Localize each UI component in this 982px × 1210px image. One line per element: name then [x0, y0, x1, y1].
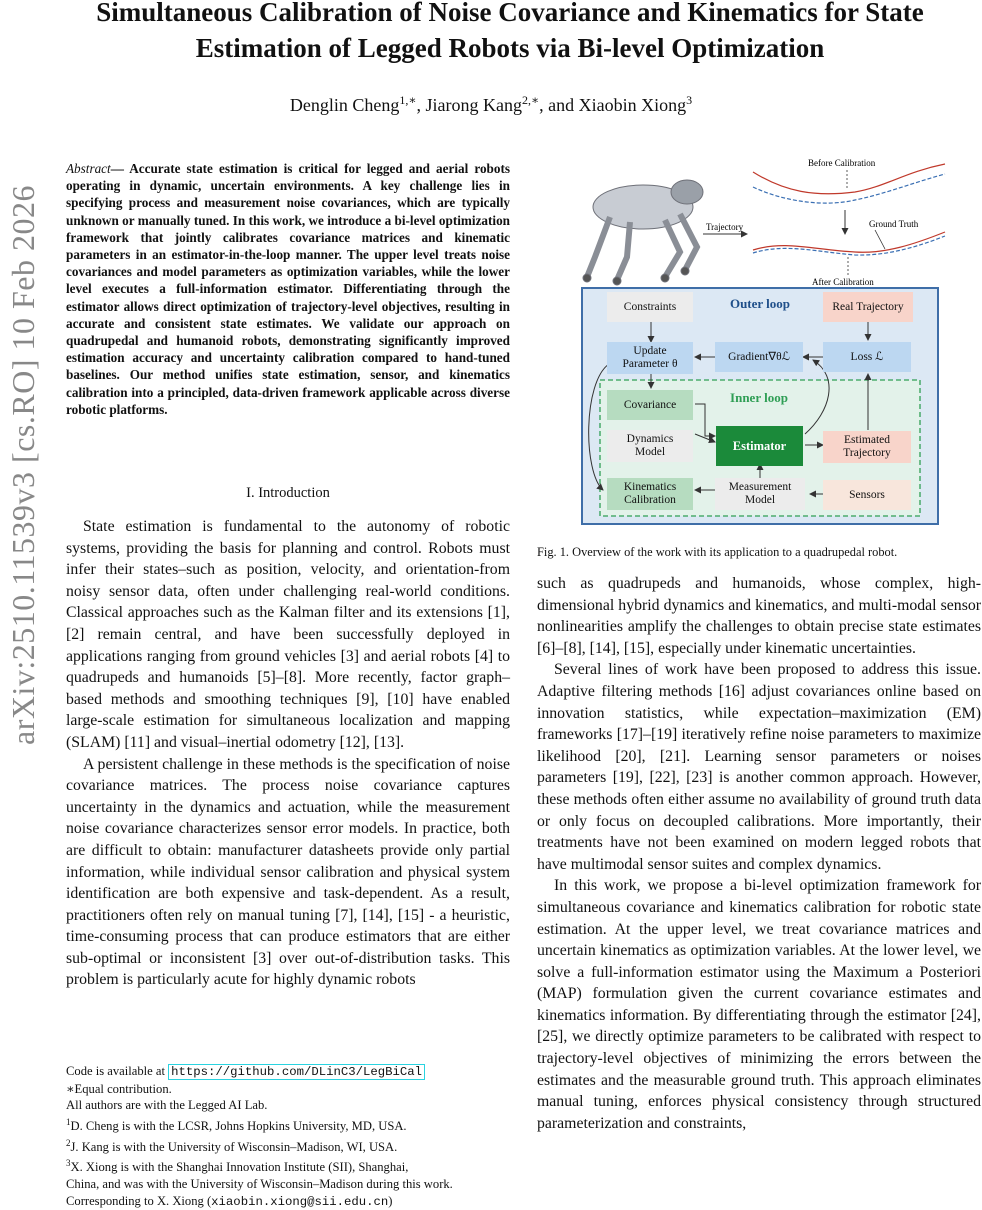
node-sensors: Sensors	[823, 480, 911, 510]
paragraph: A persistent challenge in these methods is the specification of noise covariance matrices. The process noise covariance captures uncertainty in the dynamics and actuation, while the measurement noise covariance characterizes sensor error models. In practice, both are difficult to obtain: manufacturer datasheets provide only partial information, while individual sensor calibration and physical system identification are both expensive and task-dependent. As a result, practitioners often rely on manual tuning [7], [14], [15] - a heuristic, time-consuming process that can produce estimators that are either sub-optimal or inconsistent [3] over out-of-distribution tasks. This problem is particularly acute for highly dynamic robots	[66, 755, 510, 989]
arxiv-watermark: arXiv:2510.11539v3 [cs.RO] 10 Feb 2026	[5, 185, 41, 745]
estimated-label: Estimated	[844, 434, 890, 446]
node-estimator: Estimator	[716, 426, 803, 466]
footnote-aff3-cont: China, and was with the University of Wisconsin–Madison during this work.	[66, 1177, 453, 1192]
figure-caption: Fig. 1. Overview of the work with its application to a quadrupedal robot.	[537, 545, 898, 559]
author-mark: 1,∗	[399, 93, 417, 107]
node-update-parameter	[607, 342, 693, 374]
right-column	[537, 573, 981, 1134]
author-name: Xiaobin Xiong	[578, 95, 687, 115]
node-loss: Loss ℒ	[823, 342, 911, 372]
meas-model-label: Model	[744, 494, 776, 506]
author-mark: 3	[686, 93, 693, 107]
node-estimated-trajectory	[823, 431, 911, 463]
robot-illustration	[583, 180, 703, 285]
figure-1	[555, 152, 955, 527]
footnote-aff2: J. Kang is with the University of Wisconsin–Madison, WI, USA.	[70, 1139, 398, 1154]
after-trajectory-plot	[753, 230, 945, 287]
node-kinematics-calibration	[607, 478, 693, 510]
node-real-trajectory: Real Trajectory	[823, 292, 913, 322]
paragraph: Several lines of work have been proposed to address this issue. Adaptive filtering methods [16] adjust covariances online based on innovation statistics, while expectation–maximization (EM) frameworks [17]–[19] iteratively refine noise parameters to maximize likelihood [20], [21]. Learning sensor parameters or noises parameters [19], [22], [23] is another common approach. However, these methods often either assume no availability of ground truth data or only focus on decoupled calibrations. More importantly, their treatments have not been examined on modern legged robots that have multimodal sensor suites and complex dynamics.	[537, 661, 981, 873]
abstract-label: Abstract	[66, 161, 111, 176]
figure-graphic	[555, 152, 955, 527]
kinematics-label: Kinematics	[623, 481, 677, 493]
paper-title: Simultaneous Calibration of Noise Covariance and Kinematics for State Estimation of Legged Robots via Bi-level Optimization	[96, 0, 924, 63]
node-gradient: Gradient∇θℒ	[715, 342, 803, 372]
footnotes: Code is available at https://github.com/DLinC3/LegBiCal ∗Equal contribution. All authors are with the Legged AI Lab. $^1$D. Cheng is with the LCSR, Johns Hopkins University, MD, USA. $^2$J. Kang is with the University of Wisconsin–Madison, WI, USA. $^3$X. Xiong is with the Shanghai Innovation Institute (SII), Shanghai, China, and was with the University of Wisconsin–Madison during this work. Corresponding to X. Xiong (xiaobin.xiong@sii.edu.cn)	[66, 1063, 510, 1210]
update-label: Update	[633, 345, 667, 357]
footnote-corr-end: )	[388, 1193, 393, 1208]
section-heading: I. Introduction	[246, 485, 330, 501]
before-trajectory-plot	[753, 158, 945, 203]
measurement-label: Measurement	[728, 481, 792, 493]
abstract	[66, 160, 510, 418]
author-line: Denglin Cheng$^{1,∗}$, Jiarong Kang$^{2,∗}$, and Xiaobin Xiong$^3$	[289, 93, 693, 115]
footnote-corr: Corresponding to X. Xiong (	[66, 1193, 212, 1208]
label-outer-loop: Outer loop	[729, 295, 791, 311]
trajectory-label: Trajectory	[843, 447, 891, 459]
dynamics-label: Dynamics	[626, 433, 674, 445]
author-name: Denglin Cheng	[289, 95, 400, 115]
author-name: Jiarong Kang	[425, 95, 522, 115]
paragraph: In this work, we propose a bi-level optimization framework for simultaneous covariance and kinematics calibration for robotic state estimation. At the upper level, we treat covariance matrices and uncertain kinematics as optimization variables. At the lower level, we solve a full-information estimator using the Maximum a Posteriori (MAP) formulation given the current covariance estimates and kinematics information. By differentiating through the estimator [24], [25], we directly optimize parameters to be calibrated with respect to trajectory-level objectives of minimizing the errors between the estimates and the measurable ground truth. This approach eliminates manual tuning, enforces physical consistency through structured parameterization and constraints,	[537, 877, 981, 1132]
label-before: Before Calibration	[808, 158, 876, 168]
author-mark: 2,∗	[521, 93, 540, 107]
parameter-label: Parameter θ	[622, 358, 678, 370]
label-after: After Calibration	[812, 277, 874, 287]
node-measurement-model	[715, 478, 805, 510]
calibration-label: Calibration	[624, 494, 676, 506]
node-constraints: Constraints	[607, 292, 693, 322]
footnote-aff3: X. Xiong is with the Shanghai Innovation Institute (SII), Shanghai,	[70, 1160, 409, 1175]
code-link[interactable]: https://github.com/DLinC3/LegBiCal	[168, 1064, 425, 1080]
model-label: Model	[634, 446, 666, 458]
node-covariance: Covariance	[607, 390, 693, 420]
corr-email[interactable]: xiaobin.xiong@sii.edu.cn	[211, 1194, 389, 1209]
node-dynamics-model	[607, 430, 693, 462]
paragraph: such as quadrupeds and humanoids, whose complex, high-dimensional hybrid dynamics and kinematics, and multi-modal sensor nonlinearities amplify the challenges to obtain precise state estimates [6]–[8], [14], [15], especially under kinematic uncertainties.	[537, 575, 981, 657]
label-inner-loop: Inner loop	[730, 389, 788, 405]
footnote-aff1: D. Cheng is with the LCSR, Johns Hopkins University, MD, USA.	[70, 1118, 407, 1133]
footnote-code-prefix: Code is available at	[66, 1064, 169, 1078]
label-trajectory: Trajectory	[706, 222, 744, 232]
label-ground-truth: Ground Truth	[869, 219, 919, 229]
footnote-lab: All authors are with the Legged AI Lab.	[66, 1098, 268, 1113]
abstract-text: — Accurate state estimation is critical for legged and aerial robots operating in dynamic, uncertain environments. A key challenge lies in specifying process and measurement noise covariances, which are typically unknown or manually tuned. In this work, we introduce a bi-level optimization framework that jointly calibrates covariance matrices and kinematic parameters in an estimator-in-the-loop manner. The upper level treats noise covariances and model parameters as optimization variables, while the lower level executes a full-information estimator. Differentiating through the estimator allows direct optimization of trajectory-level objectives, resulting in accurate and consistent state estimates. We validate our approach on quadrupedal and humanoid robots, demonstrating significantly improved estimation accuracy and uncertainty calibration compared to hand-tuned baselines. Our method unifies state estimation, sensor, and kinematics calibration into a principled, data-driven framework applicable across diverse robotic platforms.	[66, 161, 510, 417]
paragraph: State estimation is fundamental to the autonomy of robotic systems, providing the basis for planning and control. Robots must infer their states–such as position, velocity, and orientation-from noisy sensor data, often under challenging real-world conditions. Classical approaches such as the Kalman filter and its extensions [1], [2] remain central, and have been successfully deployed in applications ranging from ground vehicles [3] and aerial robots [4] to quadrupeds and humanoids [5]–[8]. More recently, factor graph–based methods and smoothing techniques [9], [10] have enabled large-scale estimation for simultaneous localization and mapping (SLAM) [11] and visual–inertial odometry [12], [13].	[66, 518, 510, 751]
footnote-equal: ∗Equal contribution.	[66, 1081, 172, 1096]
left-column	[66, 516, 510, 991]
